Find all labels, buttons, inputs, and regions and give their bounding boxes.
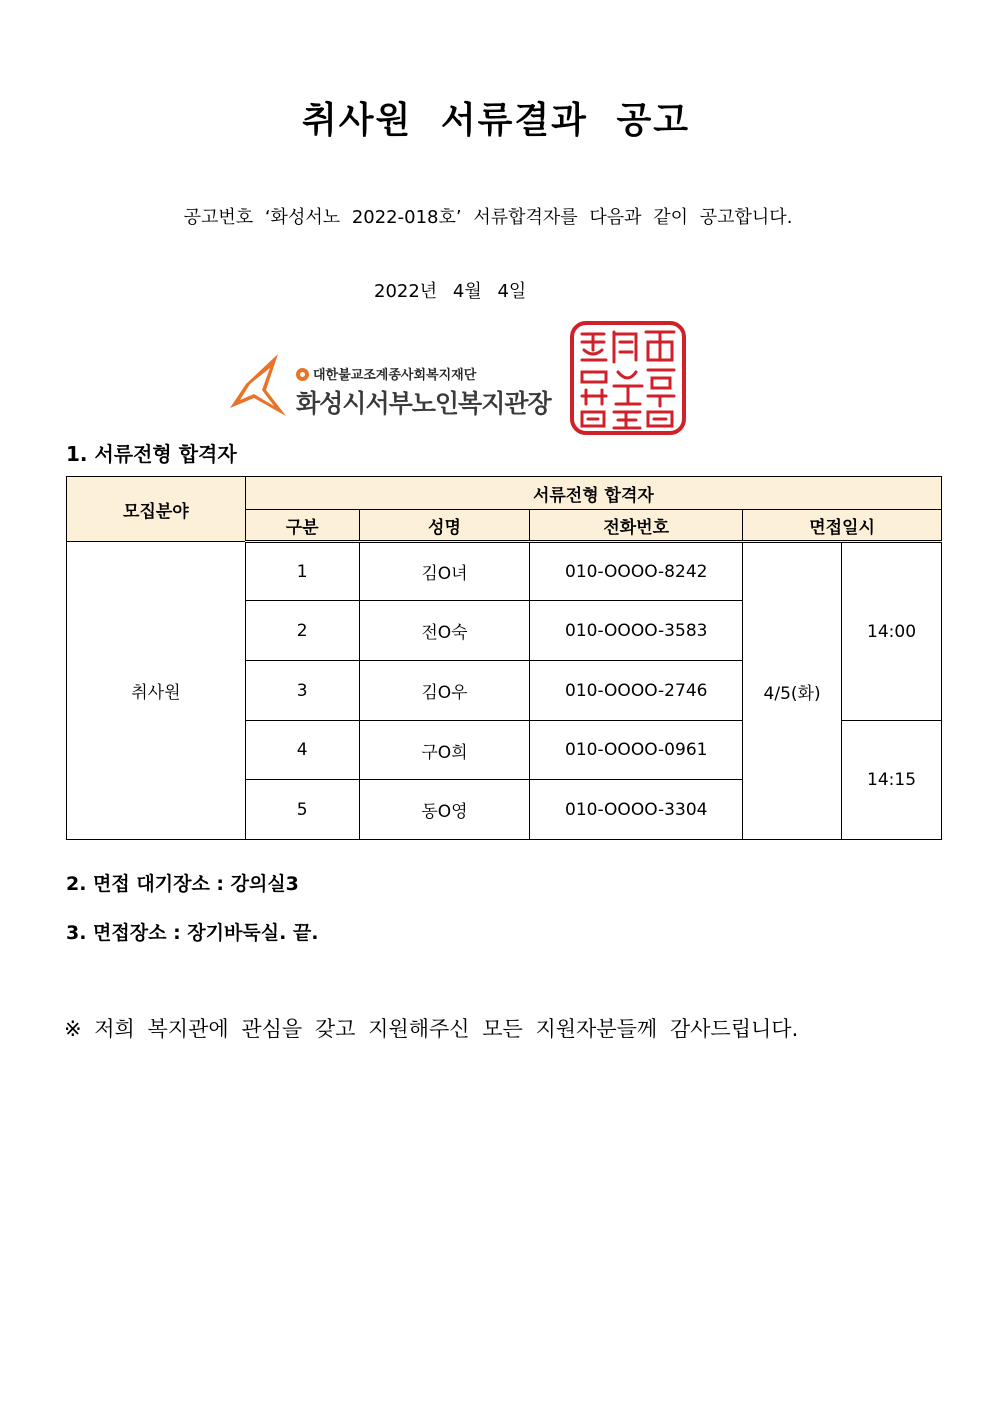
- announcement-intro: 공고번호 ‘화성서노 2022-018호’ 서류합격자를 다음과 같이 공고합니다.: [183, 207, 793, 228]
- cell-time-slot: 14:15: [842, 721, 942, 840]
- header-name: 성명: [359, 510, 530, 542]
- foundation-name: 대한불교조계종사회복지재단: [296, 364, 476, 383]
- cell-name: 김O우: [359, 661, 530, 721]
- organization-name: 화성시서부노인복지관장: [296, 389, 551, 418]
- header-group: 서류전형 합격자: [245, 477, 941, 510]
- cell-time-slot: 14:00: [842, 542, 942, 721]
- table-row: [67, 542, 942, 601]
- cell-phone: 010-OOOO-3583: [530, 601, 743, 661]
- cell-name: 동O영: [359, 780, 530, 840]
- section-1-heading: 1. 서류전형 합격자: [66, 442, 237, 466]
- dharma-wheel-icon: [296, 368, 309, 381]
- cell-no: 5: [245, 780, 359, 840]
- section-2-waiting-room: 2. 면접 대기장소 : 강의실3: [66, 873, 299, 895]
- section-3-interview-room: 3. 면접장소 : 장기바둑실. 끝.: [66, 922, 319, 944]
- announcement-date: 2022년 4월 4일: [374, 281, 527, 302]
- header-field: 모집분야: [67, 477, 246, 542]
- official-seal: [568, 320, 688, 436]
- logo-star-icon: [226, 350, 290, 422]
- thank-you-note: ※ 저희 복지관에 관심을 갖고 지원해주신 모든 지원자분들께 감사드립니다.: [64, 1017, 799, 1041]
- cell-name: 전O숙: [359, 601, 530, 661]
- cell-no: 1: [245, 542, 359, 601]
- header-phone: 전화번호: [530, 510, 743, 542]
- cell-field: 취사원: [67, 542, 246, 840]
- cell-no: 4: [245, 721, 359, 780]
- cell-no: 3: [245, 661, 359, 721]
- cell-name: 김O녀: [359, 542, 530, 601]
- cell-phone: 010-OOOO-8242: [530, 542, 743, 601]
- cell-name: 구O희: [359, 721, 530, 780]
- cell-interview-date: 4/5(화): [743, 542, 842, 840]
- cell-phone: 010-OOOO-2746: [530, 661, 743, 721]
- header-no: 구분: [245, 510, 359, 542]
- header-interview: 면접일시: [743, 510, 942, 542]
- cell-phone: 010-OOOO-3304: [530, 780, 743, 840]
- passed-applicants-table: [66, 476, 942, 840]
- page-title: 취사원 서류결과 공고: [301, 100, 691, 141]
- cell-no: 2: [245, 601, 359, 661]
- cell-phone: 010-OOOO-0961: [530, 721, 743, 780]
- organization-logo: [226, 350, 556, 426]
